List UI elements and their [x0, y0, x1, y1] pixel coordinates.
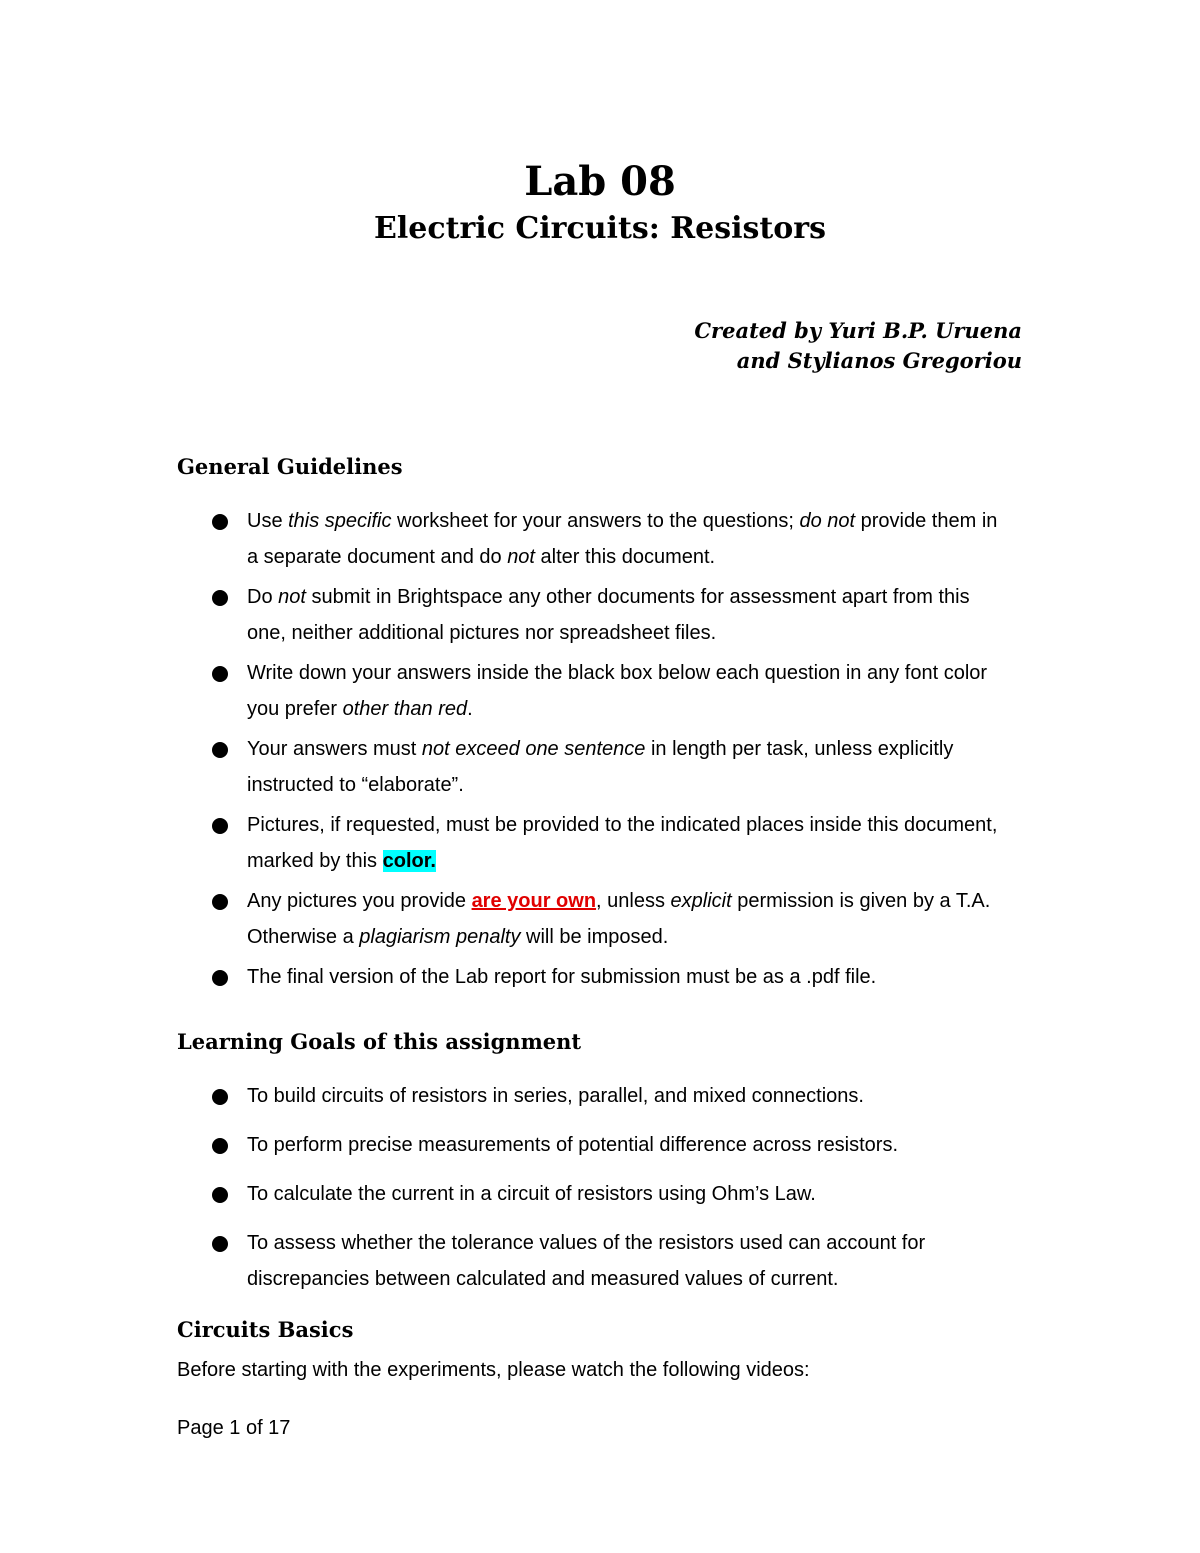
bullet-icon: [212, 1236, 228, 1252]
highlight-sample: color.: [382, 850, 436, 872]
basics-intro: Before starting with the experiments, please watch the following videos:: [177, 1359, 810, 1381]
emphasis-red: are your own: [471, 890, 597, 912]
bullet-icon: [212, 514, 228, 530]
list-item: Write down your answers inside the black box below each question in any font color you prefer other than red.: [212, 655, 1012, 727]
bullet-icon: [212, 970, 228, 986]
guidelines-list: [212, 503, 1012, 995]
bullet-icon: [212, 894, 228, 910]
list-item: Do not submit in Brightspace any other documents for assessment apart from this one, neither additional pictures nor spreadsheet files.: [212, 579, 1012, 651]
guidelines-heading: General Guidelines: [177, 454, 403, 479]
basics-heading: Circuits Basics: [177, 1317, 354, 1342]
list-item: The final version of the Lab report for submission must be as a .pdf file.: [212, 959, 1012, 995]
list-item: Pictures, if requested, must be provided to the indicated places inside this document, marked by this color.: [212, 807, 1012, 879]
list-item: To calculate the current in a circuit of resistors using Ohm’s Law.: [212, 1176, 1012, 1212]
bullet-icon: [212, 742, 228, 758]
bullet-icon: [212, 666, 228, 682]
bullet-icon: [212, 1089, 228, 1105]
bullet-icon: [212, 1187, 228, 1203]
page-number: Page 1 of 17: [177, 1417, 291, 1439]
document-subtitle: Electric Circuits: Resistors: [374, 211, 826, 246]
list-item: To assess whether the tolerance values of the resistors used can account for discrepancies between calculated and measured values of current.: [212, 1225, 1012, 1297]
bullet-icon: [212, 818, 228, 834]
bullet-icon: [212, 1138, 228, 1154]
list-item: To build circuits of resistors in series, parallel, and mixed connections.: [212, 1078, 1012, 1114]
list-item: Use this specific worksheet for your answers to the questions; do not provide them in a separate document and do not alter this document.: [212, 503, 1012, 575]
goals-list: [212, 1078, 1012, 1297]
list-item: Any pictures you provide are your own, unless explicit permission is given by a T.A. Otherwise a plagiarism penalty will be imposed.: [212, 883, 1012, 955]
list-item: To perform precise measurements of potential difference across resistors.: [212, 1127, 1012, 1163]
document-title: Lab 08: [524, 158, 676, 205]
author-credit-line1: Created by Yuri B.P. Uruena: [694, 318, 1022, 343]
list-item: Your answers must not exceed one sentence in length per task, unless explicitly instructed to “elaborate”.: [212, 731, 1012, 803]
author-credit-line2: and Stylianos Gregoriou: [736, 348, 1022, 373]
bullet-icon: [212, 590, 228, 606]
goals-heading: Learning Goals of this assignment: [177, 1029, 582, 1054]
